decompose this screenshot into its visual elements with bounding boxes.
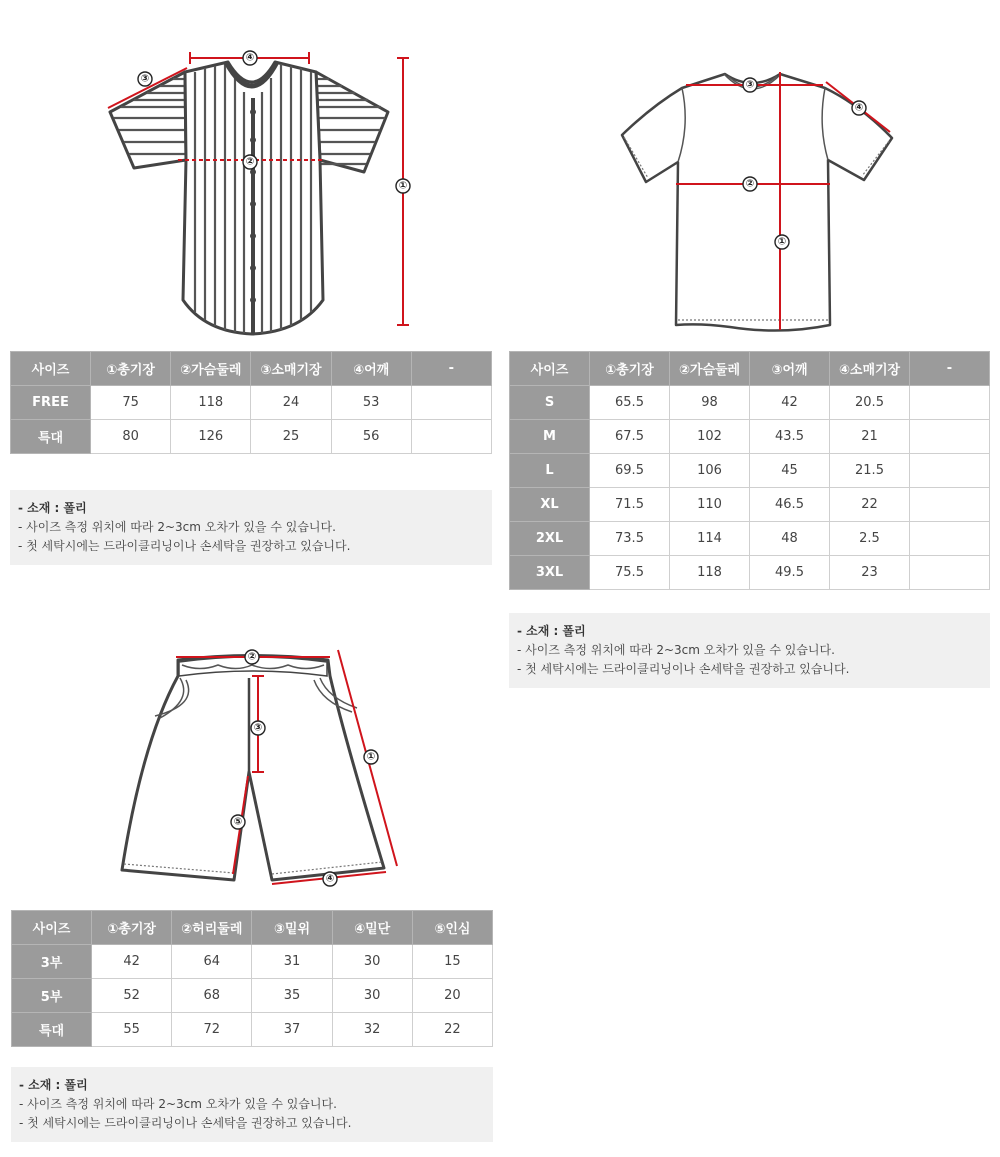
column-header: 사이즈 [510, 352, 590, 386]
shorts-marker-3 [251, 721, 265, 735]
size-label: 5부 [12, 979, 92, 1013]
svg-text:②: ② [245, 156, 255, 168]
svg-text:④: ④ [325, 873, 335, 885]
table-header-row [11, 352, 492, 386]
svg-text:①: ① [777, 236, 787, 248]
table-cell: 37 [252, 1013, 332, 1047]
table-cell: 118 [171, 386, 251, 420]
material-note: - 소재 : 폴리 [19, 1078, 88, 1092]
svg-text:⑤: ⑤ [233, 816, 243, 828]
table-cell: 21.5 [830, 454, 910, 488]
table-row [510, 386, 990, 420]
size-label: 3부 [12, 945, 92, 979]
svg-text:③: ③ [745, 79, 755, 91]
table-cell: 65.5 [590, 386, 670, 420]
size-label: 특대 [11, 420, 91, 454]
svg-text:④: ④ [245, 52, 255, 64]
shorts-size-table [11, 910, 493, 1047]
table-header-row [510, 352, 990, 386]
svg-text:④: ④ [854, 102, 864, 114]
jersey-size-table [10, 351, 492, 454]
table-cell: 24 [251, 386, 331, 420]
svg-text:①: ① [398, 180, 408, 192]
tshirt-marker-4 [852, 101, 866, 115]
svg-text:③: ③ [140, 73, 150, 85]
column-header: ④소매기장 [830, 352, 910, 386]
table-cell: 106 [670, 454, 750, 488]
size-label: XL [510, 488, 590, 522]
table-cell: 102 [670, 420, 750, 454]
column-header: - [910, 352, 990, 386]
size-label: FREE [11, 386, 91, 420]
table-cell: 30 [332, 979, 412, 1013]
jersey-marker-4 [243, 51, 257, 65]
table-cell: 15 [412, 945, 492, 979]
table-row [510, 556, 990, 590]
column-header: ②허리둘레 [172, 911, 252, 945]
washing-note: - 첫 세탁시에는 드라이클리닝이나 손세탁을 권장하고 있습니다. [517, 662, 850, 676]
column-header: ③밑위 [252, 911, 332, 945]
table-cell: 22 [412, 1013, 492, 1047]
material-note: - 소재 : 폴리 [18, 501, 87, 515]
table-cell: 20 [412, 979, 492, 1013]
table-cell: 126 [171, 420, 251, 454]
column-header: ①총기장 [92, 911, 172, 945]
measurement-note: - 사이즈 측정 위치에 따라 2~3cm 오차가 있을 수 있습니다. [517, 643, 835, 657]
column-header: ④밑단 [332, 911, 412, 945]
size-label: L [510, 454, 590, 488]
table-cell: 69.5 [590, 454, 670, 488]
table-row [12, 945, 493, 979]
table-header-row [12, 911, 493, 945]
table-row [12, 979, 493, 1013]
column-header: ②가슴둘레 [171, 352, 251, 386]
table-cell: 42 [750, 386, 830, 420]
svg-text:①: ① [366, 751, 376, 763]
table-cell [910, 556, 990, 590]
table-cell [910, 454, 990, 488]
jersey-body [110, 62, 388, 334]
table-cell: 23 [830, 556, 910, 590]
table-cell: 42 [92, 945, 172, 979]
tshirt-notes [509, 613, 990, 688]
size-label: S [510, 386, 590, 420]
svg-text:②: ② [745, 178, 755, 190]
svg-text:③: ③ [253, 722, 263, 734]
table-cell: 114 [670, 522, 750, 556]
table-row [510, 420, 990, 454]
column-header: ①총기장 [91, 352, 171, 386]
shorts-marker-4 [323, 872, 337, 886]
washing-note: - 첫 세탁시에는 드라이클리닝이나 손세탁을 권장하고 있습니다. [18, 539, 351, 553]
table-cell: 46.5 [750, 488, 830, 522]
table-cell: 2.5 [830, 522, 910, 556]
table-row [510, 454, 990, 488]
table-cell: 25 [251, 420, 331, 454]
size-label: M [510, 420, 590, 454]
table-cell: 52 [92, 979, 172, 1013]
washing-note: - 첫 세탁시에는 드라이클리닝이나 손세탁을 권장하고 있습니다. [19, 1116, 352, 1130]
table-cell: 22 [830, 488, 910, 522]
table-cell [910, 488, 990, 522]
table-cell: 110 [670, 488, 750, 522]
column-header: 사이즈 [12, 911, 92, 945]
table-cell: 68 [172, 979, 252, 1013]
table-cell: 67.5 [590, 420, 670, 454]
table-row [510, 488, 990, 522]
table-row [11, 386, 492, 420]
table-cell [411, 386, 491, 420]
table-row [11, 420, 492, 454]
table-cell: 55 [92, 1013, 172, 1047]
size-label: 2XL [510, 522, 590, 556]
table-cell: 56 [331, 420, 411, 454]
measurement-note: - 사이즈 측정 위치에 따라 2~3cm 오차가 있을 수 있습니다. [19, 1097, 337, 1111]
tshirt-size-table [509, 351, 990, 590]
table-cell: 49.5 [750, 556, 830, 590]
table-cell: 30 [332, 945, 412, 979]
column-header: ②가슴둘레 [670, 352, 750, 386]
column-header: ③소매기장 [251, 352, 331, 386]
table-cell: 118 [670, 556, 750, 590]
table-cell [910, 420, 990, 454]
table-cell: 20.5 [830, 386, 910, 420]
table-cell: 72 [172, 1013, 252, 1047]
shorts-body [122, 656, 384, 881]
column-header: ④어깨 [331, 352, 411, 386]
shorts-marker-5 [231, 815, 245, 829]
table-cell [411, 420, 491, 454]
table-cell: 80 [91, 420, 171, 454]
table-cell: 98 [670, 386, 750, 420]
svg-text:②: ② [247, 651, 257, 663]
table-cell: 75.5 [590, 556, 670, 590]
column-header: ⑤인심 [412, 911, 492, 945]
jersey-diagram [100, 45, 420, 340]
table-row [12, 1013, 493, 1047]
tshirt-marker-3 [743, 78, 757, 92]
table-cell [910, 386, 990, 420]
column-header: ①총기장 [590, 352, 670, 386]
shorts-diagram [115, 640, 415, 890]
table-cell: 32 [332, 1013, 412, 1047]
size-label: 특대 [12, 1013, 92, 1047]
table-cell: 35 [252, 979, 332, 1013]
tshirt-marker-2 [743, 177, 757, 191]
shorts-marker-1 [364, 750, 378, 764]
table-cell: 73.5 [590, 522, 670, 556]
table-cell: 45 [750, 454, 830, 488]
tshirt-diagram [615, 65, 895, 335]
table-cell: 43.5 [750, 420, 830, 454]
table-cell: 64 [172, 945, 252, 979]
shorts-notes [11, 1067, 493, 1142]
jersey-notes [10, 490, 492, 565]
table-cell: 75 [91, 386, 171, 420]
shorts-marker-2 [245, 650, 259, 664]
table-cell: 31 [252, 945, 332, 979]
jersey-marker-2 [243, 155, 257, 169]
column-header: ③어깨 [750, 352, 830, 386]
measurement-note: - 사이즈 측정 위치에 따라 2~3cm 오차가 있을 수 있습니다. [18, 520, 336, 534]
table-cell: 53 [331, 386, 411, 420]
table-cell: 71.5 [590, 488, 670, 522]
table-cell [910, 522, 990, 556]
tshirt-marker-1 [775, 235, 789, 249]
size-label: 3XL [510, 556, 590, 590]
table-row [510, 522, 990, 556]
column-header: 사이즈 [11, 352, 91, 386]
jersey-marker-3 [138, 72, 152, 86]
material-note: - 소재 : 폴리 [517, 624, 586, 638]
tshirt-body [622, 74, 892, 331]
table-cell: 48 [750, 522, 830, 556]
table-cell: 21 [830, 420, 910, 454]
column-header: - [411, 352, 491, 386]
jersey-marker-1 [396, 179, 410, 193]
